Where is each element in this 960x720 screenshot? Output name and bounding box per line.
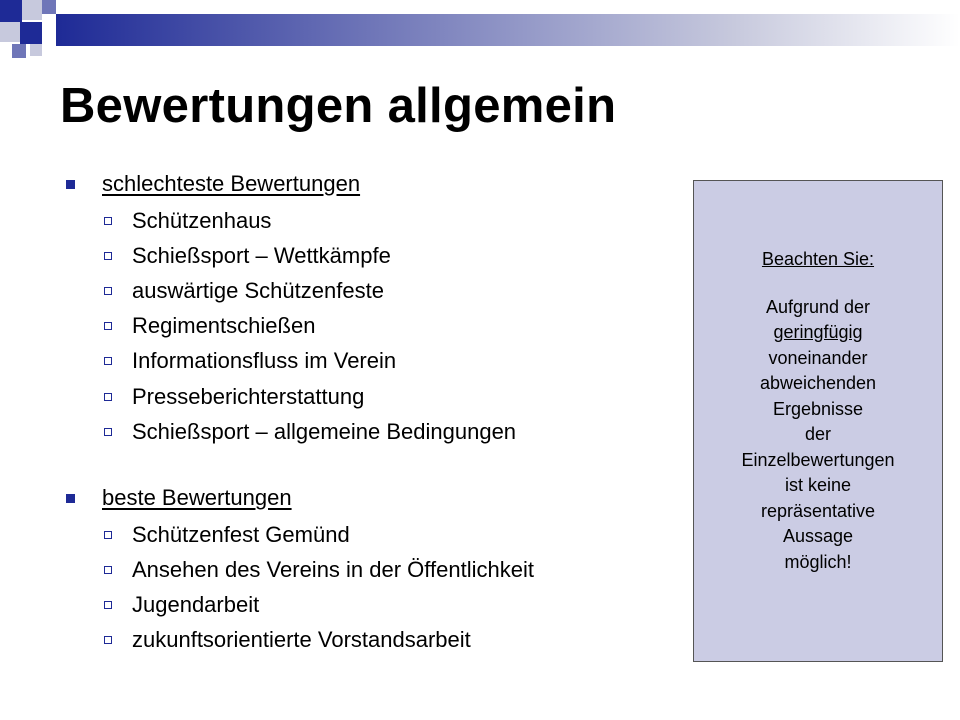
deco-square — [0, 0, 22, 22]
section-best-ratings — [66, 479, 666, 658]
list-item-label: zukunftsorientierte Vorstandsarbeit — [132, 627, 471, 653]
list-item — [104, 623, 666, 658]
list-item — [104, 588, 666, 623]
list-item — [104, 517, 666, 552]
note-line: möglich! — [784, 551, 852, 572]
hollow-square-bullet-icon — [104, 601, 112, 609]
list-item-label: Schützenhaus — [132, 207, 272, 233]
deco-square — [42, 0, 56, 14]
note-box — [693, 180, 943, 662]
header-decoration — [0, 0, 960, 60]
deco-square — [22, 0, 42, 20]
sub-list — [66, 203, 666, 449]
list-item — [104, 309, 666, 344]
list-item — [104, 414, 666, 449]
list-item-label: Schützenfest Gemünd — [132, 521, 350, 547]
list-item — [104, 379, 666, 414]
list-item-label: Schießsport – Wettkämpfe — [132, 242, 391, 268]
list-item — [104, 344, 666, 379]
note-line: voneinander — [768, 347, 868, 368]
section-heading — [66, 479, 666, 517]
list-item-label: Regimentschießen — [132, 313, 316, 339]
list-item-label: Schießsport – allgemeine Bedingungen — [132, 418, 517, 444]
section-label: beste Bewertungen — [102, 485, 292, 511]
list-item — [104, 203, 666, 238]
note-line: der — [804, 424, 831, 444]
note-line: Aufgrund der — [765, 296, 871, 317]
hollow-square-bullet-icon — [104, 566, 112, 574]
hollow-square-bullet-icon — [104, 636, 112, 644]
section-label: schlechteste Bewertungen — [102, 171, 361, 196]
hollow-square-bullet-icon — [104, 531, 112, 539]
hollow-square-bullet-icon — [104, 252, 112, 260]
note-line: geringfügig — [773, 322, 863, 342]
list-item-label: Informationsfluss im Verein — [132, 348, 397, 374]
hollow-square-bullet-icon — [104, 287, 112, 295]
note-line: ist keine — [784, 475, 852, 495]
deco-square — [30, 44, 42, 56]
bullet-content — [66, 165, 666, 688]
square-bullet-icon — [66, 180, 75, 189]
list-item-label: Jugendarbeit — [132, 592, 260, 618]
hollow-square-bullet-icon — [104, 322, 112, 330]
hollow-square-bullet-icon — [104, 357, 112, 365]
list-item — [104, 273, 666, 308]
note-line: Einzelbewertungen — [741, 449, 895, 470]
list-item — [104, 553, 666, 588]
note-heading: Beachten Sie: — [761, 249, 875, 269]
list-item-label: Ansehen des Vereins in der Öffentlichkeit — [132, 557, 534, 583]
note-line: abweichenden — [759, 373, 877, 393]
header-gradient-band — [56, 14, 960, 46]
section-heading — [66, 165, 666, 203]
deco-square — [20, 22, 42, 44]
deco-square — [12, 44, 26, 58]
hollow-square-bullet-icon — [104, 428, 112, 436]
note-line: Ergebnisse — [772, 398, 864, 419]
note-line: Aussage — [782, 526, 854, 546]
square-bullet-icon — [66, 494, 75, 503]
hollow-square-bullet-icon — [104, 217, 112, 225]
slide-title: Bewertungen allgemein — [60, 79, 617, 133]
list-item-label: auswärtige Schützenfeste — [132, 277, 384, 303]
list-item-label: Presseberichterstattung — [132, 383, 365, 409]
sub-list — [66, 517, 666, 658]
hollow-square-bullet-icon — [104, 393, 112, 401]
deco-square — [0, 22, 20, 42]
list-item — [104, 238, 666, 273]
section-worst-ratings — [66, 165, 666, 449]
note-line: repräsentative — [760, 500, 876, 521]
